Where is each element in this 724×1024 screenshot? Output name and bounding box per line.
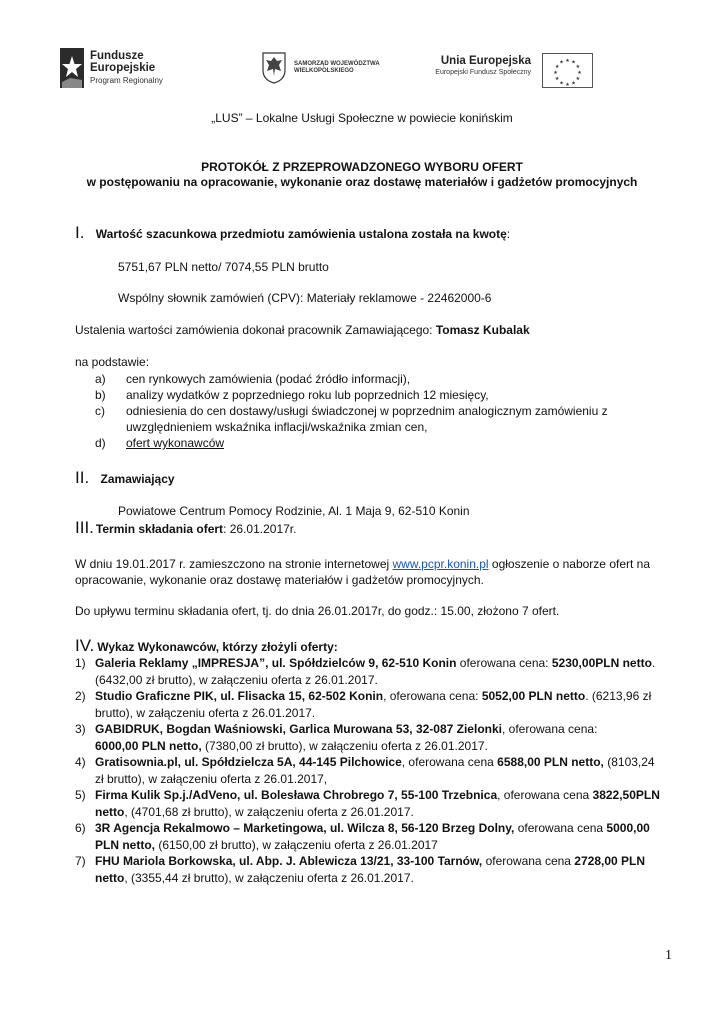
announcement-line-1: W dniu 19.01.2017 r. zamieszczono na stronie internetowej www.pcpr.konin.pl ogłoszenie o naborze ofert na <box>75 557 651 571</box>
pcpr-website-link[interactable]: www.pcpr.konin.pl <box>392 557 489 571</box>
list-item: 7) FHU Mariola Borkowska, ul. Abp. J. Ablewicza 13/21, 33-100 Tarnów, oferowana cena 2728,00 PLN netto, (3355,44 zł brutto), w załączeniu oferta z 26.01.2017. <box>75 854 646 885</box>
list-item: 6) 3R Agencja Rekalmowo – Marketingowa, ul. Wilcza 8, 56-120 Brzeg Dolny, oferowana cena 5000,00 PLN netto, (6150,00 zł brutto), w załączeniu oferta z 26.01.2017 <box>75 821 650 852</box>
section-3-date: : 26.01.2017r. <box>223 522 297 536</box>
woj-line1: SAMORZĄD WOJEWÓDZTWA <box>294 61 380 67</box>
list-item: b) analizy wydatków z poprzedniego roku lub poprzednich 12 miesięcy, <box>95 388 489 402</box>
ordering-party-address: Powiatowe Centrum Pomocy Rodzinie, Al. 1 Maja 9, 62-510 Konin <box>118 504 470 518</box>
basis-label: na podstawie: <box>75 355 150 369</box>
section-3-title: Termin składania ofert <box>95 522 224 536</box>
page-number: 1 <box>665 948 672 963</box>
section-4-title: Wykaz Wykonawców, którzy złożyli oferty: <box>97 640 338 654</box>
unia-europejska-logo <box>418 51 593 91</box>
doc-title: PROTOKÓŁ Z PRZEPROWADZONEGO WYBORU OFERT <box>201 160 523 174</box>
section-3-heading <box>75 518 296 538</box>
svg-text:★: ★ <box>565 82 570 88</box>
section-1-title: Wartość szacunkowa przedmiotu zamówienia ustalona została na kwotę <box>95 227 507 241</box>
ue-line1: Unia Europejska <box>440 55 531 67</box>
list-item: d) ofert wykonawców <box>95 436 225 450</box>
cpv-code: Wspólny słownik zamówień (CPV): Materiały reklamowe - 22462000-6 <box>118 291 492 305</box>
section-1-number: I. <box>75 223 85 242</box>
fe-line1: Fundusze <box>90 50 144 62</box>
fe-star-flag-icon <box>60 48 84 88</box>
section-2-title: Zamawiający <box>100 472 175 486</box>
svg-text:★: ★ <box>559 59 564 66</box>
svg-text:★: ★ <box>554 64 560 70</box>
ue-line2: Europejski Fundusz Społeczny <box>435 69 531 76</box>
doc-subtitle: w postępowaniu na opracowanie, wykonanie oraz dostawę materiałów i gadżetów promocyjnych <box>86 175 638 189</box>
svg-text:★: ★ <box>575 64 581 70</box>
list-item: 3) GABIDRUK, Bogdan Waśniowski, Garlica Murowana 53, 32-087 Zielonki, oferowana cena: 6000,00 PLN netto, (7380,00 zł brutto), w załączeniu oferta z 26.01.2017. <box>75 722 598 753</box>
svg-text:★: ★ <box>553 70 558 76</box>
woj-line2: WIELKOPOLSKIEGO <box>294 68 354 74</box>
offers-count: Do upływu terminu składania ofert, tj. do dnia 26.01.2017r, do godz.: 15.00, złożono 7 ofert. <box>75 604 560 618</box>
list-item: uwzględnieniem wskaźnika inflacji/wskaźnika zmian cen, <box>126 420 428 434</box>
estimation-author-label: Ustalenia wartości zamówienia dokonał pracownik Zamawiającego: <box>75 323 436 337</box>
estimated-amount: 5751,67 PLN netto/ 7074,55 PLN brutto <box>118 260 329 274</box>
section-4-number: IV. <box>75 636 95 655</box>
eagle-crest-icon <box>262 52 286 84</box>
fe-line2: Europejskie <box>90 62 156 74</box>
svg-text:★: ★ <box>554 76 560 82</box>
svg-text:★: ★ <box>571 59 576 66</box>
section-3-number: III. <box>75 518 94 537</box>
section-4-heading <box>75 636 338 656</box>
estimation-person: Tomasz Kubalak <box>435 323 530 337</box>
list-item: 4) Gratisownia.pl, ul. Spółdzielcza 5A, 44-145 Pilchowice, oferowana cena 6588,00 PLN netto, (8103,24 zł brutto), w załączeniu oferta z 26.01.2017, <box>75 755 655 786</box>
list-item: a) cen rynkowych zamówienia (podać źródło informacji), <box>95 372 411 386</box>
fundusze-europejskie-logo <box>60 46 200 92</box>
svg-text:★: ★ <box>565 58 570 64</box>
section-2-heading <box>75 468 175 488</box>
eu-flag-icon <box>542 53 593 88</box>
section-2-number: II. <box>75 468 90 487</box>
fe-line3: Program Regionalny <box>90 76 163 85</box>
list-item: 2) Studio Graficzne PIK, ul. Flisacka 15, 62-502 Konin, oferowana cena: 5052,00 PLN netto. (6213,96 zł brutto), w załączeniu oferta z 26.01.2017. <box>75 689 652 720</box>
samorzad-logo <box>262 52 402 88</box>
basis-list <box>75 371 675 451</box>
list-item: 1) Galeria Reklamy „IMPRESJA”, ul. Spółdzielców 9, 62-510 Konin oferowana cena: 5230,00PLN netto. (6432,00 zł brutto), w załączeniu oferta z 26.01.2017. <box>75 656 656 687</box>
section-1-colon: : <box>506 227 511 241</box>
project-title: „LUS” – Lokalne Usługi Społeczne w powiecie konińskim <box>211 111 513 125</box>
svg-text:★: ★ <box>559 80 564 87</box>
offers-list <box>75 655 675 886</box>
svg-text:★: ★ <box>575 76 581 82</box>
svg-text:★: ★ <box>577 70 582 76</box>
svg-text:★: ★ <box>571 80 576 87</box>
section-1-heading <box>75 223 510 243</box>
list-item: 5) Firma Kulik Sp.j./AdVeno, ul. Bolesława Chrobrego 7, 55-100 Trzebnica, oferowana cena 3822,50PLN netto, (4701,68 zł brutto), w załączeniu oferta z 26.01.2017. <box>75 788 660 819</box>
announcement-line-2: opracowanie, wykonanie oraz dostawę materiałów i gadżetów promocyjnych. <box>75 573 484 587</box>
list-item: c) odniesienia do cen dostawy/usługi świadczonej w poprzednim analogicznym zamówieniu z <box>95 404 608 418</box>
estimation-author <box>75 322 675 338</box>
